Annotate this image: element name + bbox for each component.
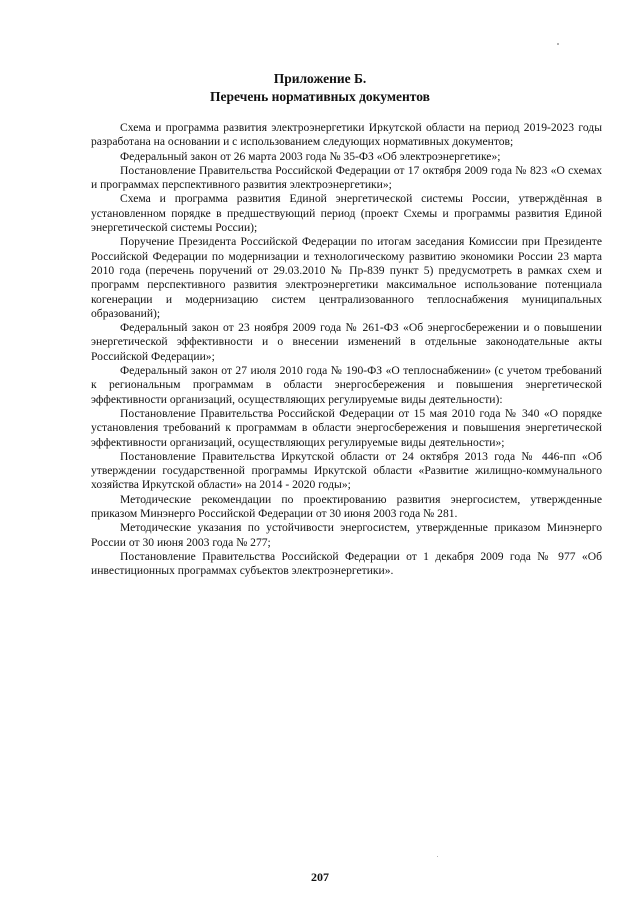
- scan-speck: [557, 43, 559, 45]
- appendix-subtitle: Перечень нормативных документов: [210, 89, 430, 104]
- paragraph-intro: Схема и программа развития электроэнергетики Иркутской области на период 2019-2023 годы разработана на основании и с использованием следующих нормативных документов;: [91, 121, 602, 149]
- document-body: [91, 121, 602, 579]
- paragraph-law-190fz: Федеральный закон от 27 июля 2010 года № 190-ФЗ «О теплоснабжении» (с учетом требований к региональным программам в области энергосбережения и повышения энергетической эффективности организаций, осуществляющих регулируемые виды деятельности):: [91, 364, 602, 406]
- paragraph-decree-340: Постановление Правительства Российской Федерации от 15 мая 2010 года № 340 «О порядке установления требований к программам в области энергосбережения и повышения энергетической эффективности организаций, осуществляющих регулируемые виды деятельности»;: [91, 406, 602, 449]
- paragraph-decree-977: Постановление Правительства Российской Федерации от 1 декабря 2009 года № 977 «Об инвестиционных программах субъектов электроэнергетики».: [91, 549, 602, 578]
- paragraph-law-261fz: Федеральный закон от 23 ноября 2009 года № 261-ФЗ «Об энергосбережении и о повышении энергетической эффективности и о внесении изменений в отдельные законодательные акты Российской Федерации»;: [91, 321, 602, 363]
- paragraph-decree-823: Постановление Правительства Российской Федерации от 17 октября 2009 года № 823 «О схемах и программах перспективного развития электроэнергетики»;: [91, 163, 602, 192]
- scan-speck: [437, 856, 438, 857]
- paragraph-president-order: Поручение Президента Российской Федерации по итогам заседания Комиссии при Президенте Российской Федерации по модернизации и технологическому развитию экономики России 23 марта 2010 года (перечень поручений от 29.03.2010 № Пр-839 пункт 5) предусмотреть в рамках схем и программ перспективного развития электроэнергетики максимальное использование потенциала когенерации и модернизацию систем централизованного теплоснабжения муниципальных образований);: [91, 235, 602, 320]
- page-number: 207: [311, 870, 329, 884]
- paragraph-ees-scheme: Схема и программа развития Единой энергетической системы России, утверждённая в установленном порядке в предшествующий период (проект Схемы и программы развития Единой энергетической системы России);: [91, 192, 602, 235]
- paragraph-guidelines-281: Методические рекомендации по проектированию развития энергосистем, утвержденные приказом Минэнерго Российской Федерации от 30 июня 2003 года № 281.: [91, 492, 602, 521]
- paragraph-decree-446pp: Постановление Правительства Иркутской области от 24 октября 2013 года № 446-пп «Об утверждении государственной программы Иркутской области «Развитие жилищно-коммунального хозяйства Иркутской области» на 2014 - 2020 годы»;: [91, 449, 602, 492]
- paragraph-guidelines-277: Методические указания по устойчивости энергосистем, утвержденные приказом Минэнерго России от 30 июня 2003 года № 277;: [91, 521, 602, 549]
- paragraph-law-35fz: Федеральный закон от 26 марта 2003 года № 35-ФЗ «Об электроэнергетике»;: [120, 149, 501, 163]
- appendix-title: Приложение Б.: [273, 71, 367, 86]
